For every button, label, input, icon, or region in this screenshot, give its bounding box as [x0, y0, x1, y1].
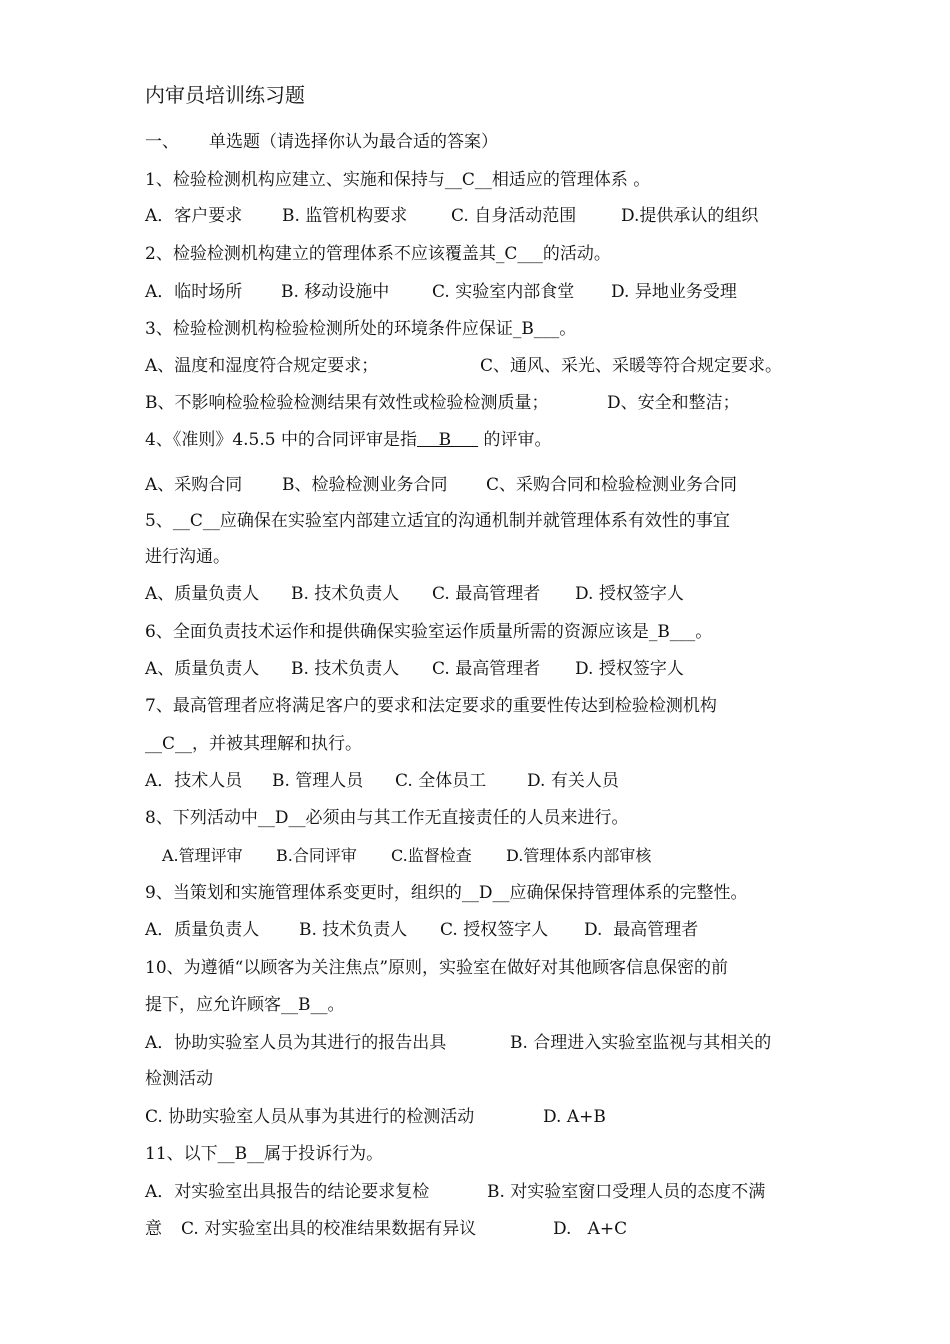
- question-4-options: [145, 474, 737, 496]
- question-9: 9、当策划和实施管理体系变更时，组织的__D__应确保保持管理体系的完整性。: [145, 883, 748, 903]
- question-11: 11、以下__B__属于投诉行为。: [145, 1144, 384, 1164]
- question-11-options-row2: [145, 1218, 627, 1240]
- option-d: D. 异地业务受理: [611, 282, 737, 302]
- question-11-options-row1: [145, 1181, 765, 1203]
- option-d: D. 有关人员: [527, 771, 619, 791]
- question-3-options-row1: [145, 355, 782, 377]
- option-c: C、通风、采光、采暖等符合规定要求。: [480, 356, 783, 376]
- option-c: C. 授权签字人: [440, 920, 549, 940]
- question-2-options: [145, 281, 737, 303]
- option-a: A．客户要求: [145, 206, 243, 226]
- option-d: D. A+C: [553, 1219, 628, 1239]
- question-10-options-row2: 检测活动: [145, 1069, 213, 1089]
- option-b: B.合同评审: [276, 846, 357, 865]
- option-b: B. 合理进入实验室监视与其相关的: [510, 1033, 772, 1053]
- option-a: A、质量负责人: [145, 659, 260, 679]
- option-a: A．协助实验室人员为其进行的报告出具: [145, 1033, 447, 1053]
- option-b: B. 技术负责人: [299, 920, 408, 940]
- section-number: 一、: [145, 132, 179, 152]
- option-c: C. 实验室内部食堂: [432, 282, 575, 302]
- option-c: C、采购合同和检验检测业务合同: [486, 475, 738, 495]
- question-5-line1: 5、__C__应确保在实验室内部建立适宜的沟通机制并就管理体系有效性的事宜: [145, 511, 730, 531]
- question-3: 3、检验检测机构检验检测所处的环境条件应保证_B___。: [145, 319, 577, 339]
- option-c: C. 最高管理者: [432, 584, 541, 604]
- option-b: B. 管理人员: [272, 771, 364, 791]
- question-4-tail: 的评审。: [478, 430, 552, 450]
- question-7-options: [145, 770, 619, 792]
- option-b: B. 移动设施中: [281, 282, 390, 302]
- question-5-line2: 进行沟通。: [145, 547, 230, 567]
- option-d: D. 授权签字人: [575, 584, 684, 604]
- option-b: B、不影响检验检验检测结果有效性或检验检测质量；: [145, 393, 549, 413]
- question-5-options: [145, 583, 684, 605]
- question-8-options: [162, 845, 651, 867]
- question-10-line2: 提下，应允许顾客__B__。: [145, 995, 345, 1015]
- question-4-answer: B: [416, 430, 479, 450]
- question-6-options: [145, 658, 684, 680]
- question-1: 1、检验检测机构应建立、实施和保持与__C__相适应的管理体系 。: [145, 170, 651, 190]
- option-c: C. 全体员工: [395, 771, 487, 791]
- question-9-options: [145, 919, 698, 941]
- question-6: 6、全面负责技术运作和提供确保实验室运作质量所需的资源应该是_B___。: [145, 622, 713, 642]
- question-8: 8、下列活动中__D__必须由与其工作无直接责任的人员来进行。: [145, 808, 629, 828]
- question-10-line1: 10、为遵循“以顾客为关注焦点”原则，实验室在做好对其他顾客信息保密的前: [145, 958, 729, 978]
- option-a: A．临时场所: [145, 282, 243, 302]
- option-d: D、安全和整洁；: [607, 393, 740, 413]
- option-a: A．质量负责人: [145, 920, 260, 940]
- option-a: A．对实验室出具报告的结论要求复检: [145, 1182, 430, 1202]
- section-heading: [145, 131, 498, 153]
- question-3-options-row2: [145, 392, 740, 414]
- question-4-text: 4、《准则》4.5.5 中的合同评审是指: [145, 430, 417, 450]
- question-7-line2: __C__，并被其理解和执行。: [145, 734, 363, 754]
- question-2: 2、检验检测机构建立的管理体系不应该覆盖其_C___的活动。: [145, 244, 611, 264]
- option-d: D. 授权签字人: [575, 659, 684, 679]
- option-c: C. 自身活动范围: [451, 206, 577, 226]
- option-c: C. 协助实验室人员从事为其进行的检测活动: [145, 1107, 475, 1127]
- option-b: B. 技术负责人: [291, 584, 400, 604]
- option-b: B. 对实验室窗口受理人员的态度不满: [487, 1182, 766, 1202]
- question-1-options: [145, 205, 758, 227]
- option-b: B. 监管机构要求: [282, 206, 408, 226]
- option-a: A、温度和湿度符合规定要求；: [145, 356, 379, 376]
- option-b: B、检验检测业务合同: [282, 475, 448, 495]
- question-10-options-row3: [145, 1106, 606, 1128]
- question-4: [145, 429, 552, 451]
- option-d: D. A+B: [543, 1107, 606, 1127]
- option-c: C. 对实验室出具的校准结果数据有异议: [181, 1219, 477, 1239]
- section-label: 单选题（请选择你认为最合适的答案）: [209, 132, 498, 152]
- option-a: A、质量负责人: [145, 584, 260, 604]
- option-d: D.提供承认的组织: [621, 206, 759, 226]
- option-d: D. 最高管理者: [584, 920, 699, 940]
- question-7-line1: 7、最高管理者应将满足客户的要求和法定要求的重要性传达到检验检测机构: [145, 696, 717, 716]
- option-b-tail: 意: [145, 1219, 162, 1239]
- option-a: A.管理评审: [162, 846, 243, 865]
- document-title: 内审员培训练习题: [145, 83, 305, 107]
- question-10-options-row1: [145, 1032, 771, 1054]
- option-a: A、采购合同: [145, 475, 243, 495]
- option-d: D.管理体系内部审核: [506, 846, 652, 865]
- option-c: C.监督检查: [391, 846, 472, 865]
- option-c: C. 最高管理者: [432, 659, 541, 679]
- option-b: B. 技术负责人: [291, 659, 400, 679]
- option-a: A．技术人员: [145, 771, 243, 791]
